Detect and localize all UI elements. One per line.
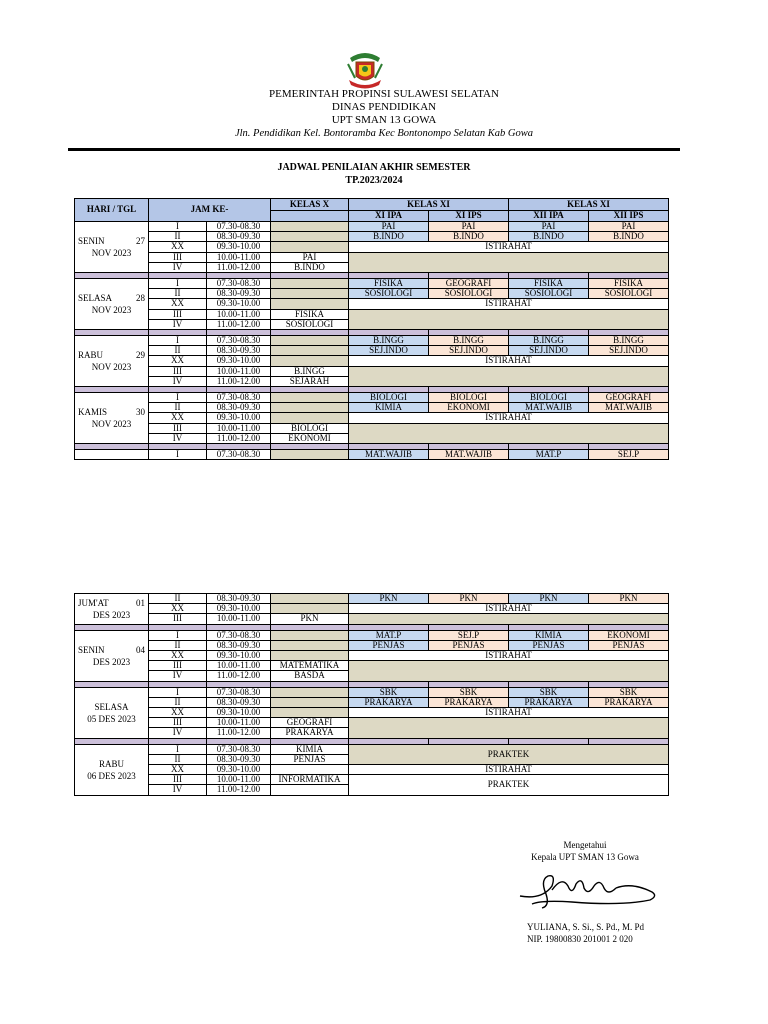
kelas-x-subject: SOSIOLOGI [271, 319, 349, 329]
subject-cell: MAT.P [509, 450, 589, 460]
jam-time: 11.00-12.00 [207, 728, 271, 738]
jam-time: 08.30-09.30 [207, 697, 271, 707]
jam-ke: III [149, 614, 207, 624]
day-cell [75, 393, 149, 444]
subject-cell: BIOLOGI [429, 393, 509, 403]
kelas-x-subject [271, 687, 349, 697]
jam-ke: II [149, 346, 207, 356]
subject-cell: B.INGG [589, 336, 669, 346]
istirahat-cell: ISTIRAHAT [349, 242, 669, 252]
day-cell [75, 594, 149, 625]
jam-ke: III [149, 252, 207, 262]
jam-ke: I [149, 687, 207, 697]
table-row [75, 604, 669, 614]
sig-mengetahui: Mengetahui [563, 840, 607, 850]
doc-title: JADWAL PENILAIAN AKHIR SEMESTER [277, 162, 471, 173]
province-emblem-logo [346, 50, 384, 90]
jam-ke: XX [149, 242, 207, 252]
subject-cell: PKN [589, 594, 669, 604]
kelas-x-subject: BASDA [271, 671, 349, 681]
day-number: 27 [136, 236, 145, 246]
table-row [75, 413, 669, 423]
jam-time: 11.00-12.00 [207, 376, 271, 386]
empty-block [349, 661, 669, 681]
empty-block [349, 252, 669, 272]
table-row [75, 614, 669, 624]
istirahat-cell: ISTIRAHAT [349, 651, 669, 661]
empty-block [349, 423, 669, 443]
day-cell [75, 336, 149, 387]
jam-time: 07.30-08.30 [207, 336, 271, 346]
istirahat-cell: ISTIRAHAT [349, 299, 669, 309]
kelas-x-subject: GEOGRAFI [271, 718, 349, 728]
day-date: NOV 2023 [91, 305, 132, 316]
jam-ke: I [149, 279, 207, 289]
subject-cell: SBK [349, 687, 429, 697]
day-number: 30 [136, 407, 145, 418]
day-cell [75, 630, 149, 681]
kelas-x-subject [271, 765, 349, 775]
jam-time: 10.00-11.00 [207, 309, 271, 319]
col-xii-ips: XII IPS [589, 210, 669, 222]
empty-block [349, 309, 669, 329]
kelas-x-subject [271, 413, 349, 423]
jam-ke: XX [149, 765, 207, 775]
jam-ke: III [149, 423, 207, 433]
istirahat-cell: ISTIRAHAT [349, 356, 669, 366]
col-kelas-xii: KELAS XI [509, 199, 669, 211]
col-kelas-xi: KELAS XI [349, 199, 509, 211]
jam-ke: II [149, 594, 207, 604]
kelas-x-subject [271, 299, 349, 309]
subject-cell: FISIKA [509, 279, 589, 289]
jam-time: 08.30-09.30 [207, 640, 271, 650]
jam-ke: XX [149, 708, 207, 718]
table-row [75, 744, 669, 754]
table-row [75, 356, 669, 366]
subject-cell: SBK [509, 687, 589, 697]
subject-cell: PENJAS [349, 640, 429, 650]
kelas-x-subject [271, 785, 349, 795]
sig-title: Kepala UPT SMAN 13 Gowa [531, 852, 639, 862]
table-row [75, 423, 669, 433]
jam-ke: IV [149, 671, 207, 681]
subject-cell: FISIKA [589, 279, 669, 289]
table-row [75, 640, 669, 650]
subject-cell: SBK [589, 687, 669, 697]
subject-cell: MAT.P [349, 630, 429, 640]
empty-block [349, 614, 669, 624]
jam-ke: I [149, 450, 207, 460]
jam-ke: IV [149, 319, 207, 329]
subject-cell: PKN [429, 594, 509, 604]
jam-time: 07.30-08.30 [207, 393, 271, 403]
jam-time: 09.30-10.00 [207, 299, 271, 309]
subject-cell: MAT.WAJIB [349, 450, 429, 460]
subject-cell: B.INGG [509, 336, 589, 346]
kelas-x-subject: PKN [271, 614, 349, 624]
kelas-x-subject [271, 640, 349, 650]
subject-cell: SEJ.INDO [429, 346, 509, 356]
table-row [75, 366, 669, 376]
jam-time: 10.00-11.00 [207, 252, 271, 262]
kelas-x-subject [271, 222, 349, 232]
table-row [75, 450, 669, 460]
kelas-x-subject: INFORMATIKA [271, 775, 349, 785]
table-row [75, 594, 669, 604]
istirahat-cell: ISTIRAHAT [349, 604, 669, 614]
subject-cell: SOSIOLOGI [429, 289, 509, 299]
subject-cell: B.INGG [349, 336, 429, 346]
kelas-x-subject [271, 708, 349, 718]
jam-ke: I [149, 222, 207, 232]
signature-scribble [512, 866, 662, 912]
schedule-table-1 [74, 198, 669, 460]
subject-cell: GEOGRAFI [589, 393, 669, 403]
subject-cell: SEJ.INDO [349, 346, 429, 356]
subject-cell: EKONOMI [589, 630, 669, 640]
subject-cell: PKN [349, 594, 429, 604]
kelas-x-subject [271, 450, 349, 460]
subject-cell: SOSIOLOGI [349, 289, 429, 299]
subject-cell: BIOLOGI [509, 393, 589, 403]
subject-cell: PENJAS [429, 640, 509, 650]
subject-cell: KIMIA [509, 630, 589, 640]
kelas-x-subject: PENJAS [271, 754, 349, 764]
jam-time: 10.00-11.00 [207, 423, 271, 433]
day-name: SELASA [78, 293, 113, 304]
jam-time: 07.30-08.30 [207, 222, 271, 232]
header-divider [68, 148, 680, 151]
subject-cell: SEJ.P [589, 450, 669, 460]
subject-cell: MAT.WAJIB [589, 403, 669, 413]
subject-cell: SEJ.INDO [589, 346, 669, 356]
col-xi-ipa: XI IPA [349, 210, 429, 222]
subject-cell: PAI [429, 222, 509, 232]
jam-ke: III [149, 718, 207, 728]
kelas-x-subject: PRAKARYA [271, 728, 349, 738]
subject-cell: B.INDO [349, 232, 429, 242]
table-row [75, 346, 669, 356]
jam-time: 10.00-11.00 [207, 718, 271, 728]
istirahat-cell: ISTIRAHAT [349, 413, 669, 423]
subject-cell: B.INDO [589, 232, 669, 242]
jam-time: 08.30-09.30 [207, 346, 271, 356]
subject-cell: SOSIOLOGI [509, 289, 589, 299]
day-name: SENIN [78, 644, 105, 655]
jam-time: 10.00-11.00 [207, 775, 271, 785]
jam-time: 08.30-09.30 [207, 403, 271, 413]
subject-cell: PRAKARYA [429, 697, 509, 707]
subject-cell: PAI [589, 222, 669, 232]
col-kelas-x: KELAS X [271, 199, 349, 211]
kelas-x-subject [271, 594, 349, 604]
kelas-x-subject [271, 630, 349, 640]
day-date: 05 DES 2023 [87, 713, 136, 724]
table-row [75, 765, 669, 775]
day-name: KAMIS [78, 407, 108, 418]
jam-ke: III [149, 366, 207, 376]
jam-time: 09.30-10.00 [207, 242, 271, 252]
jam-ke: IV [149, 785, 207, 795]
jam-time: 09.30-10.00 [207, 604, 271, 614]
subject-cell: SBK [429, 687, 509, 697]
jam-time: 09.30-10.00 [207, 765, 271, 775]
day-name: RABU [78, 350, 104, 361]
kelas-x-subject: EKONOMI [271, 433, 349, 443]
jam-ke: I [149, 336, 207, 346]
subject-cell: B.INDO [429, 232, 509, 242]
kelas-x-subject: FISIKA [271, 309, 349, 319]
jam-time: 11.00-12.00 [207, 319, 271, 329]
table-row [75, 299, 669, 309]
table-row [75, 708, 669, 718]
kelas-x-subject: BIOLOGI [271, 423, 349, 433]
header-line-1: PEMERINTAH PROPINSI SULAWESI SELATAN [269, 88, 499, 100]
day-number: 04 [136, 644, 145, 655]
jam-time: 10.00-11.00 [207, 614, 271, 624]
jam-ke: IV [149, 728, 207, 738]
jam-ke: XX [149, 413, 207, 423]
praktek-block: PRAKTEK [349, 775, 669, 795]
kelas-x-subject [271, 279, 349, 289]
subject-cell: PRAKARYA [349, 697, 429, 707]
day-cell [75, 222, 149, 273]
jam-ke: III [149, 775, 207, 785]
kelas-x-subject [271, 242, 349, 252]
subject-cell: MAT.WAJIB [429, 450, 509, 460]
subject-cell: KIMIA [349, 403, 429, 413]
jam-time: 07.30-08.30 [207, 744, 271, 754]
jam-time: 10.00-11.00 [207, 661, 271, 671]
jam-time: 11.00-12.00 [207, 262, 271, 272]
day-name: SENIN [78, 236, 105, 246]
jam-time: 08.30-09.30 [207, 289, 271, 299]
subject-cell: FISIKA [349, 279, 429, 289]
subject-cell: PENJAS [509, 640, 589, 650]
kelas-x-subject: B.INGG [271, 366, 349, 376]
jam-ke: XX [149, 604, 207, 614]
col-kelas-x-sub [271, 210, 349, 222]
jam-time: 11.00-12.00 [207, 433, 271, 443]
col-jam: JAM KE- [149, 199, 271, 222]
table-row [75, 289, 669, 299]
day-date: NOV 2023 [91, 419, 132, 430]
table-row [75, 232, 669, 242]
jam-time: 08.30-09.30 [207, 232, 271, 242]
table-row [75, 222, 669, 232]
day-name: RABU [98, 758, 124, 769]
day-name: SELASA [94, 701, 129, 712]
header-line-2: DINAS PENDIDIKAN [331, 101, 437, 113]
table-row [75, 718, 669, 728]
istirahat-cell: ISTIRAHAT [349, 765, 669, 775]
jam-time: 11.00-12.00 [207, 671, 271, 681]
subject-cell: PAI [509, 222, 589, 232]
table-row [75, 403, 669, 413]
kelas-x-subject [271, 393, 349, 403]
jam-time: 09.30-10.00 [207, 708, 271, 718]
empty-block [349, 718, 669, 738]
kelas-x-subject [271, 697, 349, 707]
jam-time: 07.30-08.30 [207, 630, 271, 640]
table-row [75, 309, 669, 319]
table-row [75, 775, 669, 785]
col-xii-ipa: XII IPA [509, 210, 589, 222]
day-number: 28 [136, 293, 145, 304]
col-hari: HARI / TGL [75, 199, 149, 222]
subject-cell: PAI [349, 222, 429, 232]
subject-cell: B.INDO [509, 232, 589, 242]
jam-time: 11.00-12.00 [207, 785, 271, 795]
kelas-x-subject: B.INDO [271, 262, 349, 272]
schedule-table-2 [74, 593, 669, 796]
jam-ke: II [149, 754, 207, 764]
day-name: JUM'AT [78, 597, 109, 608]
kelas-x-subject [271, 336, 349, 346]
subject-cell: SEJ.INDO [509, 346, 589, 356]
jam-ke: II [149, 232, 207, 242]
subject-cell: BIOLOGI [349, 393, 429, 403]
jam-time: 08.30-09.30 [207, 754, 271, 764]
table-row [75, 697, 669, 707]
subject-cell: PRAKARYA [509, 697, 589, 707]
jam-ke: XX [149, 299, 207, 309]
kelas-x-subject [271, 604, 349, 614]
jam-ke: III [149, 309, 207, 319]
table-row [75, 252, 669, 262]
jam-ke: II [149, 640, 207, 650]
day-cell [75, 450, 149, 460]
kelas-x-subject [271, 346, 349, 356]
jam-time: 09.30-10.00 [207, 356, 271, 366]
day-date: NOV 2023 [91, 248, 132, 258]
jam-ke: XX [149, 651, 207, 661]
table-row [75, 242, 669, 252]
day-number: 01 [136, 597, 145, 608]
jam-time: 07.30-08.30 [207, 450, 271, 460]
day-date: NOV 2023 [91, 362, 132, 373]
kelas-x-subject: SEJARAH [271, 376, 349, 386]
jam-ke: IV [149, 376, 207, 386]
kelas-x-subject: KIMIA [271, 744, 349, 754]
kelas-x-subject [271, 289, 349, 299]
doc-subtitle: TP.2023/2024 [345, 175, 403, 186]
table-row [75, 661, 669, 671]
sig-nip: NIP. 19800830 201001 2 020 [527, 934, 633, 944]
jam-ke: IV [149, 262, 207, 272]
jam-ke: I [149, 630, 207, 640]
jam-time: 08.30-09.30 [207, 594, 271, 604]
day-cell [75, 687, 149, 738]
day-number: 29 [136, 350, 145, 361]
table-row [75, 630, 669, 640]
day-date: DES 2023 [92, 656, 131, 667]
jam-ke: I [149, 744, 207, 754]
table-row [75, 279, 669, 289]
jam-ke: I [149, 393, 207, 403]
jam-ke: XX [149, 356, 207, 366]
table-row [75, 393, 669, 403]
subject-cell: SOSIOLOGI [589, 289, 669, 299]
subject-cell: EKONOMI [429, 403, 509, 413]
kelas-x-subject [271, 651, 349, 661]
day-cell [75, 279, 149, 330]
kelas-x-subject [271, 356, 349, 366]
kelas-x-subject: MATEMATIKA [271, 661, 349, 671]
sig-name: YULIANA, S. Si., S. Pd., M. Pd [527, 922, 645, 932]
subject-cell: B.INGG [429, 336, 509, 346]
table-row [75, 336, 669, 346]
jam-time: 09.30-10.00 [207, 413, 271, 423]
table-row [75, 651, 669, 661]
kelas-x-subject: PAI [271, 252, 349, 262]
subject-cell: PENJAS [589, 640, 669, 650]
day-cell [75, 744, 149, 795]
empty-block [349, 366, 669, 386]
praktek-block: PRAKTEK [349, 744, 669, 764]
subject-cell: PKN [509, 594, 589, 604]
jam-ke: IV [149, 433, 207, 443]
kelas-x-subject [271, 403, 349, 413]
table-row [75, 687, 669, 697]
subject-cell: SEJ.P [429, 630, 509, 640]
day-date: DES 2023 [92, 609, 131, 620]
jam-time: 09.30-10.00 [207, 651, 271, 661]
day-date: 06 DES 2023 [87, 770, 136, 781]
jam-time: 10.00-11.00 [207, 366, 271, 376]
subject-cell: MAT.WAJIB [509, 403, 589, 413]
jam-time: 07.30-08.30 [207, 279, 271, 289]
subject-cell: GEOGRAFI [429, 279, 509, 289]
istirahat-cell: ISTIRAHAT [349, 708, 669, 718]
kelas-x-subject [271, 232, 349, 242]
jam-ke: II [149, 697, 207, 707]
subject-cell: PRAKARYA [589, 697, 669, 707]
jam-ke: II [149, 289, 207, 299]
header-address: Jln. Pendidikan Kel. Bontoramba Kec Bontonompo Selatan Kab Gowa [234, 128, 534, 139]
header-line-3: UPT SMAN 13 GOWA [331, 114, 437, 126]
col-xi-ips: XI IPS [429, 210, 509, 222]
jam-ke: III [149, 661, 207, 671]
jam-ke: II [149, 403, 207, 413]
jam-time: 07.30-08.30 [207, 687, 271, 697]
